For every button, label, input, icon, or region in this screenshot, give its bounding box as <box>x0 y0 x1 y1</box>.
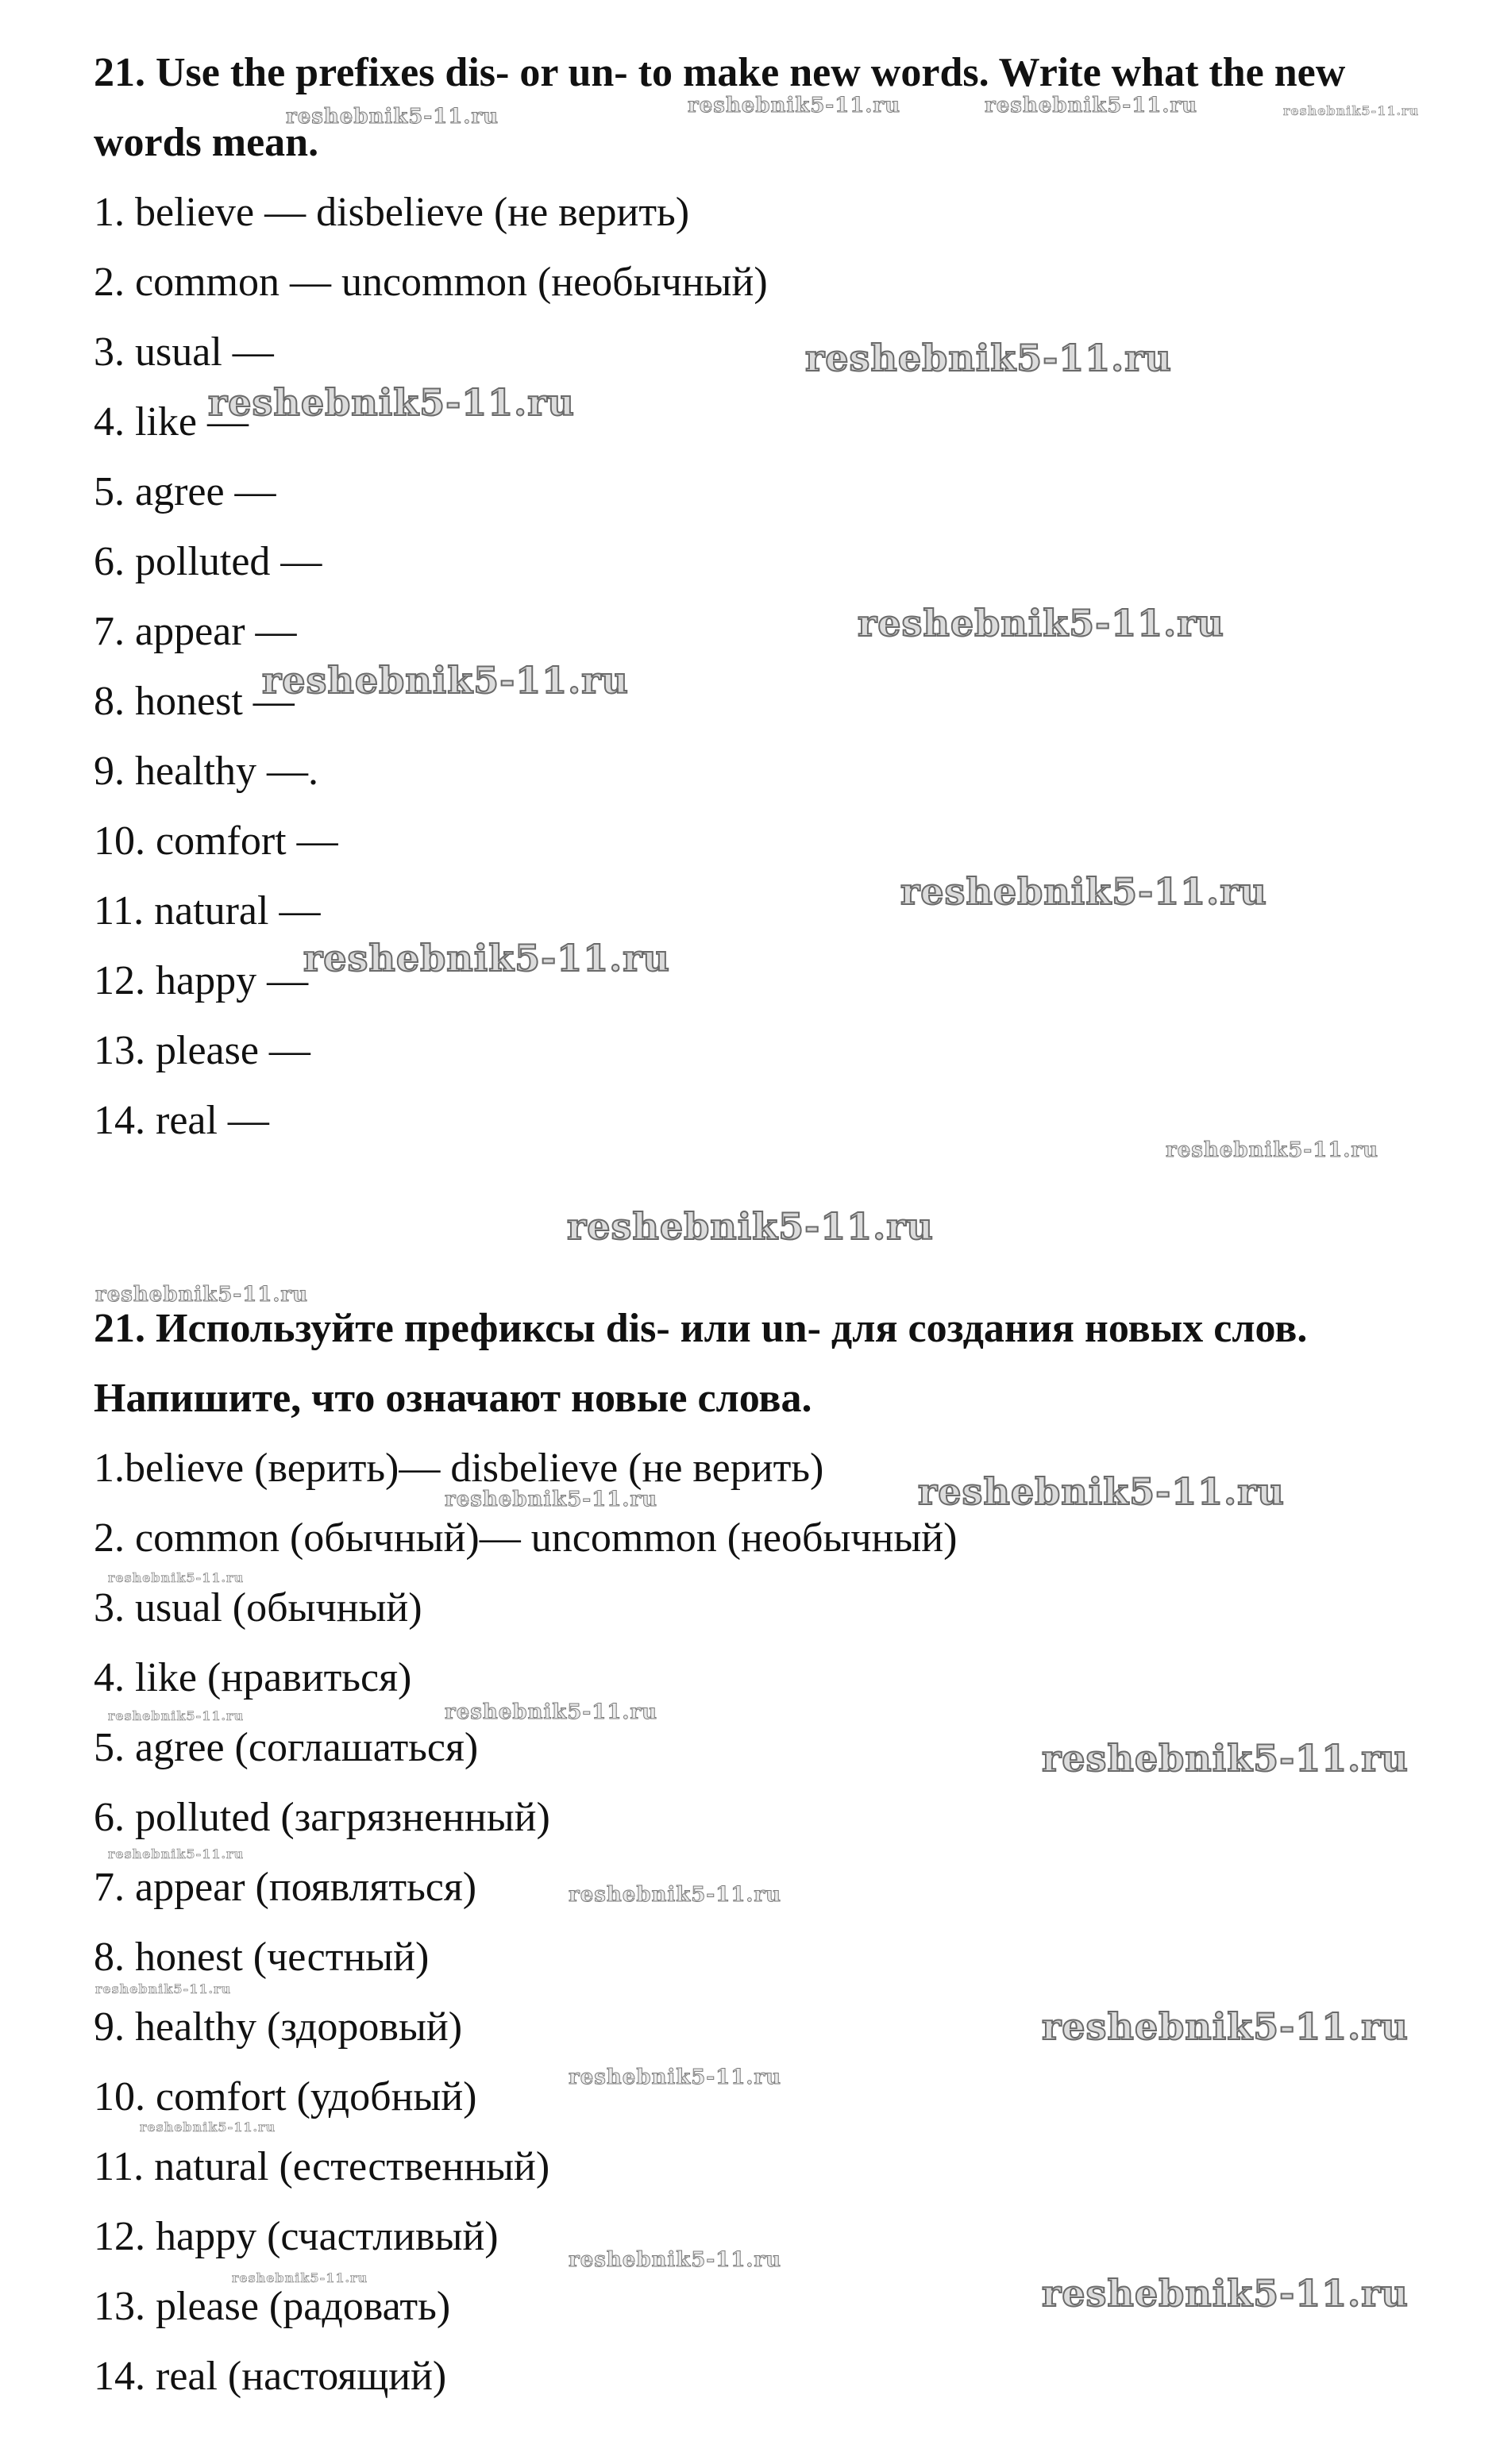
list-item: 3. usual — <box>94 329 274 375</box>
watermark: reshebnik5-11.ru <box>918 1470 1285 1513</box>
watermark: reshebnik5-11.ru <box>108 1708 245 1723</box>
watermark: reshebnik5-11.ru <box>108 1846 245 1861</box>
exercise-heading-english: 21. Use the prefixes dis- or un- to make new words. Write what the new words mean. <box>94 50 1346 165</box>
watermark: reshebnik5-11.ru <box>445 1488 658 1511</box>
watermark: reshebnik5-11.ru <box>208 381 575 424</box>
list-item: 9. healthy —. <box>94 749 319 794</box>
watermark: reshebnik5-11.ru <box>1042 2272 1409 2315</box>
list-item: 5. agree (соглашаться) <box>94 1725 479 1770</box>
watermark: reshebnik5-11.ru <box>985 94 1198 117</box>
list-item: 14. real (настоящий) <box>94 2354 447 2399</box>
watermark: reshebnik5-11.ru <box>1042 2005 1409 2048</box>
list-item: 10. comfort (удобный) <box>94 2074 477 2119</box>
watermark: reshebnik5-11.ru <box>858 602 1224 645</box>
list-item: 13. please — <box>94 1028 310 1073</box>
watermark: reshebnik5-11.ru <box>140 2119 276 2135</box>
watermark: reshebnik5-11.ru <box>569 2248 782 2272</box>
list-item: 6. polluted — <box>94 539 322 584</box>
list-item: 8. honest — <box>94 679 295 724</box>
list-item: 7. appear (появляться) <box>94 1865 477 1910</box>
list-item: 2. common — uncommon (необычный) <box>94 260 768 305</box>
watermark: reshebnik5-11.ru <box>95 1981 232 1996</box>
list-item: 11. natural (естественный) <box>94 2144 550 2189</box>
watermark: reshebnik5-11.ru <box>1283 103 1420 118</box>
list-item: 12. happy — <box>94 958 309 1003</box>
list-item: 13. please (радовать) <box>94 2284 451 2329</box>
watermark: reshebnik5-11.ru <box>805 337 1172 379</box>
list-item: 14. real — <box>94 1098 269 1143</box>
list-item: 8. honest (честный) <box>94 1935 430 1980</box>
list-item: 2. common (обычный)— uncommon (необычный) <box>94 1515 958 1561</box>
watermark: reshebnik5-11.ru <box>569 1883 782 1907</box>
list-item: 5. agree — <box>94 469 276 514</box>
list-item: 4. like (нравиться) <box>94 1655 412 1700</box>
list-item: 3. usual (обычный) <box>94 1585 422 1630</box>
watermark: reshebnik5-11.ru <box>108 1570 245 1585</box>
watermark: reshebnik5-11.ru <box>445 1700 658 1724</box>
watermark: reshebnik5-11.ru <box>569 2066 782 2089</box>
list-item: 1.believe (верить)— disbelieve (не верить) <box>94 1446 824 1491</box>
list-item: 7. appear — <box>94 609 297 654</box>
english-section <box>94 38 1444 1156</box>
list-item: 10. comfort — <box>94 818 338 864</box>
watermark: reshebnik5-11.ru <box>232 2270 368 2285</box>
watermark: reshebnik5-11.ru <box>286 105 499 129</box>
list-item: 1. believe — disbelieve (не верить) <box>94 190 690 235</box>
list-item: 11. natural — <box>94 888 321 934</box>
watermark: reshebnik5-11.ru <box>95 1283 309 1307</box>
list-item: 4. like — <box>94 399 249 445</box>
watermark: reshebnik5-11.ru <box>1166 1138 1379 1162</box>
list-item: 6. polluted (загрязненный) <box>94 1795 550 1840</box>
watermark: reshebnik5-11.ru <box>900 870 1267 913</box>
watermark: reshebnik5-11.ru <box>567 1205 934 1248</box>
watermark: reshebnik5-11.ru <box>688 94 901 117</box>
russian-section <box>94 1294 1444 2412</box>
exercise-heading-russian: 21. Используйте префиксы dis- или un- для создания новых слов. Напишите, что означают новые слова. <box>94 1306 1308 1421</box>
watermark: reshebnik5-11.ru <box>262 659 629 702</box>
list-item: 9. healthy (здоровый) <box>94 2004 463 2050</box>
list-item: 12. happy (счастливый) <box>94 2214 499 2259</box>
watermark: reshebnik5-11.ru <box>1042 1737 1409 1780</box>
watermark: reshebnik5-11.ru <box>303 937 670 980</box>
